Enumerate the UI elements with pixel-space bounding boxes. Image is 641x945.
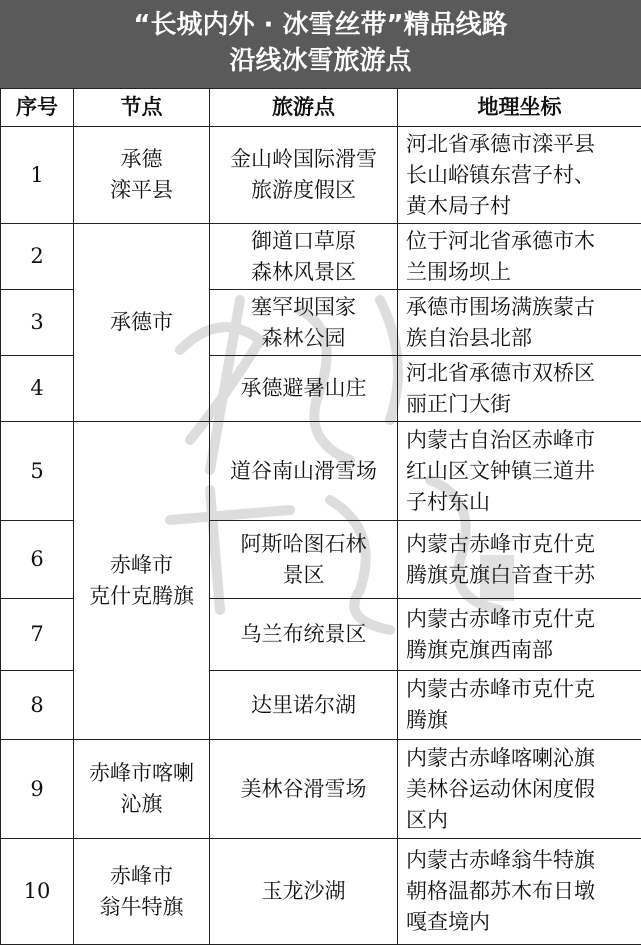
row-no: 8 xyxy=(1,671,74,740)
row-no: 5 xyxy=(1,422,74,521)
table-header-row xyxy=(1,89,641,127)
header-coord: 地理坐标 xyxy=(398,89,641,127)
row-spot: 塞罕坝国家 森林公园 xyxy=(210,290,398,356)
row-spot: 道谷南山滑雪场 xyxy=(210,422,398,521)
row-no: 9 xyxy=(1,740,74,839)
row-coord: 内蒙古赤峰市克什克 腾旗克旗白音查干苏 xyxy=(398,521,641,599)
header-spot: 旅游点 xyxy=(210,89,398,127)
table-row xyxy=(1,740,641,839)
table-row xyxy=(1,839,641,945)
row-coord: 内蒙古赤峰翁牛特旗 朝格温都苏木布日墩 嘎查境内 xyxy=(398,839,641,945)
row-no: 10 xyxy=(1,839,74,945)
row-coord: 承德市围场满族蒙古 族自治县北部 xyxy=(398,290,641,356)
row-no: 6 xyxy=(1,521,74,599)
row-coord: 内蒙古自治区赤峰市 红山区文钟镇三道井 子村东山 xyxy=(398,422,641,521)
row-spot: 承德避暑山庄 xyxy=(210,356,398,422)
row-node: 赤峰市 克什克腾旗 xyxy=(74,422,210,740)
row-coord: 河北省承德市滦平县 长山峪镇东营子村、 黄木局子村 xyxy=(398,127,641,224)
row-spot: 美林谷滑雪场 xyxy=(210,740,398,839)
row-spot: 玉龙沙湖 xyxy=(210,839,398,945)
row-no: 2 xyxy=(1,224,74,290)
row-node: 赤峰市喀喇 沁旗 xyxy=(74,740,210,839)
table-row xyxy=(1,127,641,224)
row-spot: 达里诺尔湖 xyxy=(210,671,398,740)
row-node: 赤峰市 翁牛特旗 xyxy=(74,839,210,945)
row-coord: 内蒙古赤峰市克什克 腾旗 xyxy=(398,671,641,740)
row-spot: 御道口草原 森林风景区 xyxy=(210,224,398,290)
row-coord: 位于河北省承德市木 兰围场坝上 xyxy=(398,224,641,290)
row-coord: 内蒙古赤峰喀喇沁旗 美林谷运动休闲度假 区内 xyxy=(398,740,641,839)
row-no: 4 xyxy=(1,356,74,422)
row-no: 3 xyxy=(1,290,74,356)
row-no: 7 xyxy=(1,599,74,671)
row-node: 承德 滦平县 xyxy=(74,127,210,224)
table-row xyxy=(1,224,641,290)
page-subtitle: 沿线冰雪旅游点 xyxy=(0,44,641,78)
page-title: “长城内外 · 冰雪丝带”精品线路 xyxy=(0,8,641,42)
header-no: 序号 xyxy=(1,89,74,127)
table-row xyxy=(1,422,641,521)
row-no: 1 xyxy=(1,127,74,224)
row-coord: 河北省承德市双桥区 丽正门大街 xyxy=(398,356,641,422)
row-spot: 阿斯哈图石林 景区 xyxy=(210,521,398,599)
header-node: 节点 xyxy=(74,89,210,127)
title-bar xyxy=(0,0,641,88)
attractions-table xyxy=(0,88,641,945)
row-node: 承德市 xyxy=(74,224,210,422)
row-spot: 乌兰布统景区 xyxy=(210,599,398,671)
row-spot: 金山岭国际滑雪 旅游度假区 xyxy=(210,127,398,224)
row-coord: 内蒙古赤峰市克什克 腾旗克旗西南部 xyxy=(398,599,641,671)
